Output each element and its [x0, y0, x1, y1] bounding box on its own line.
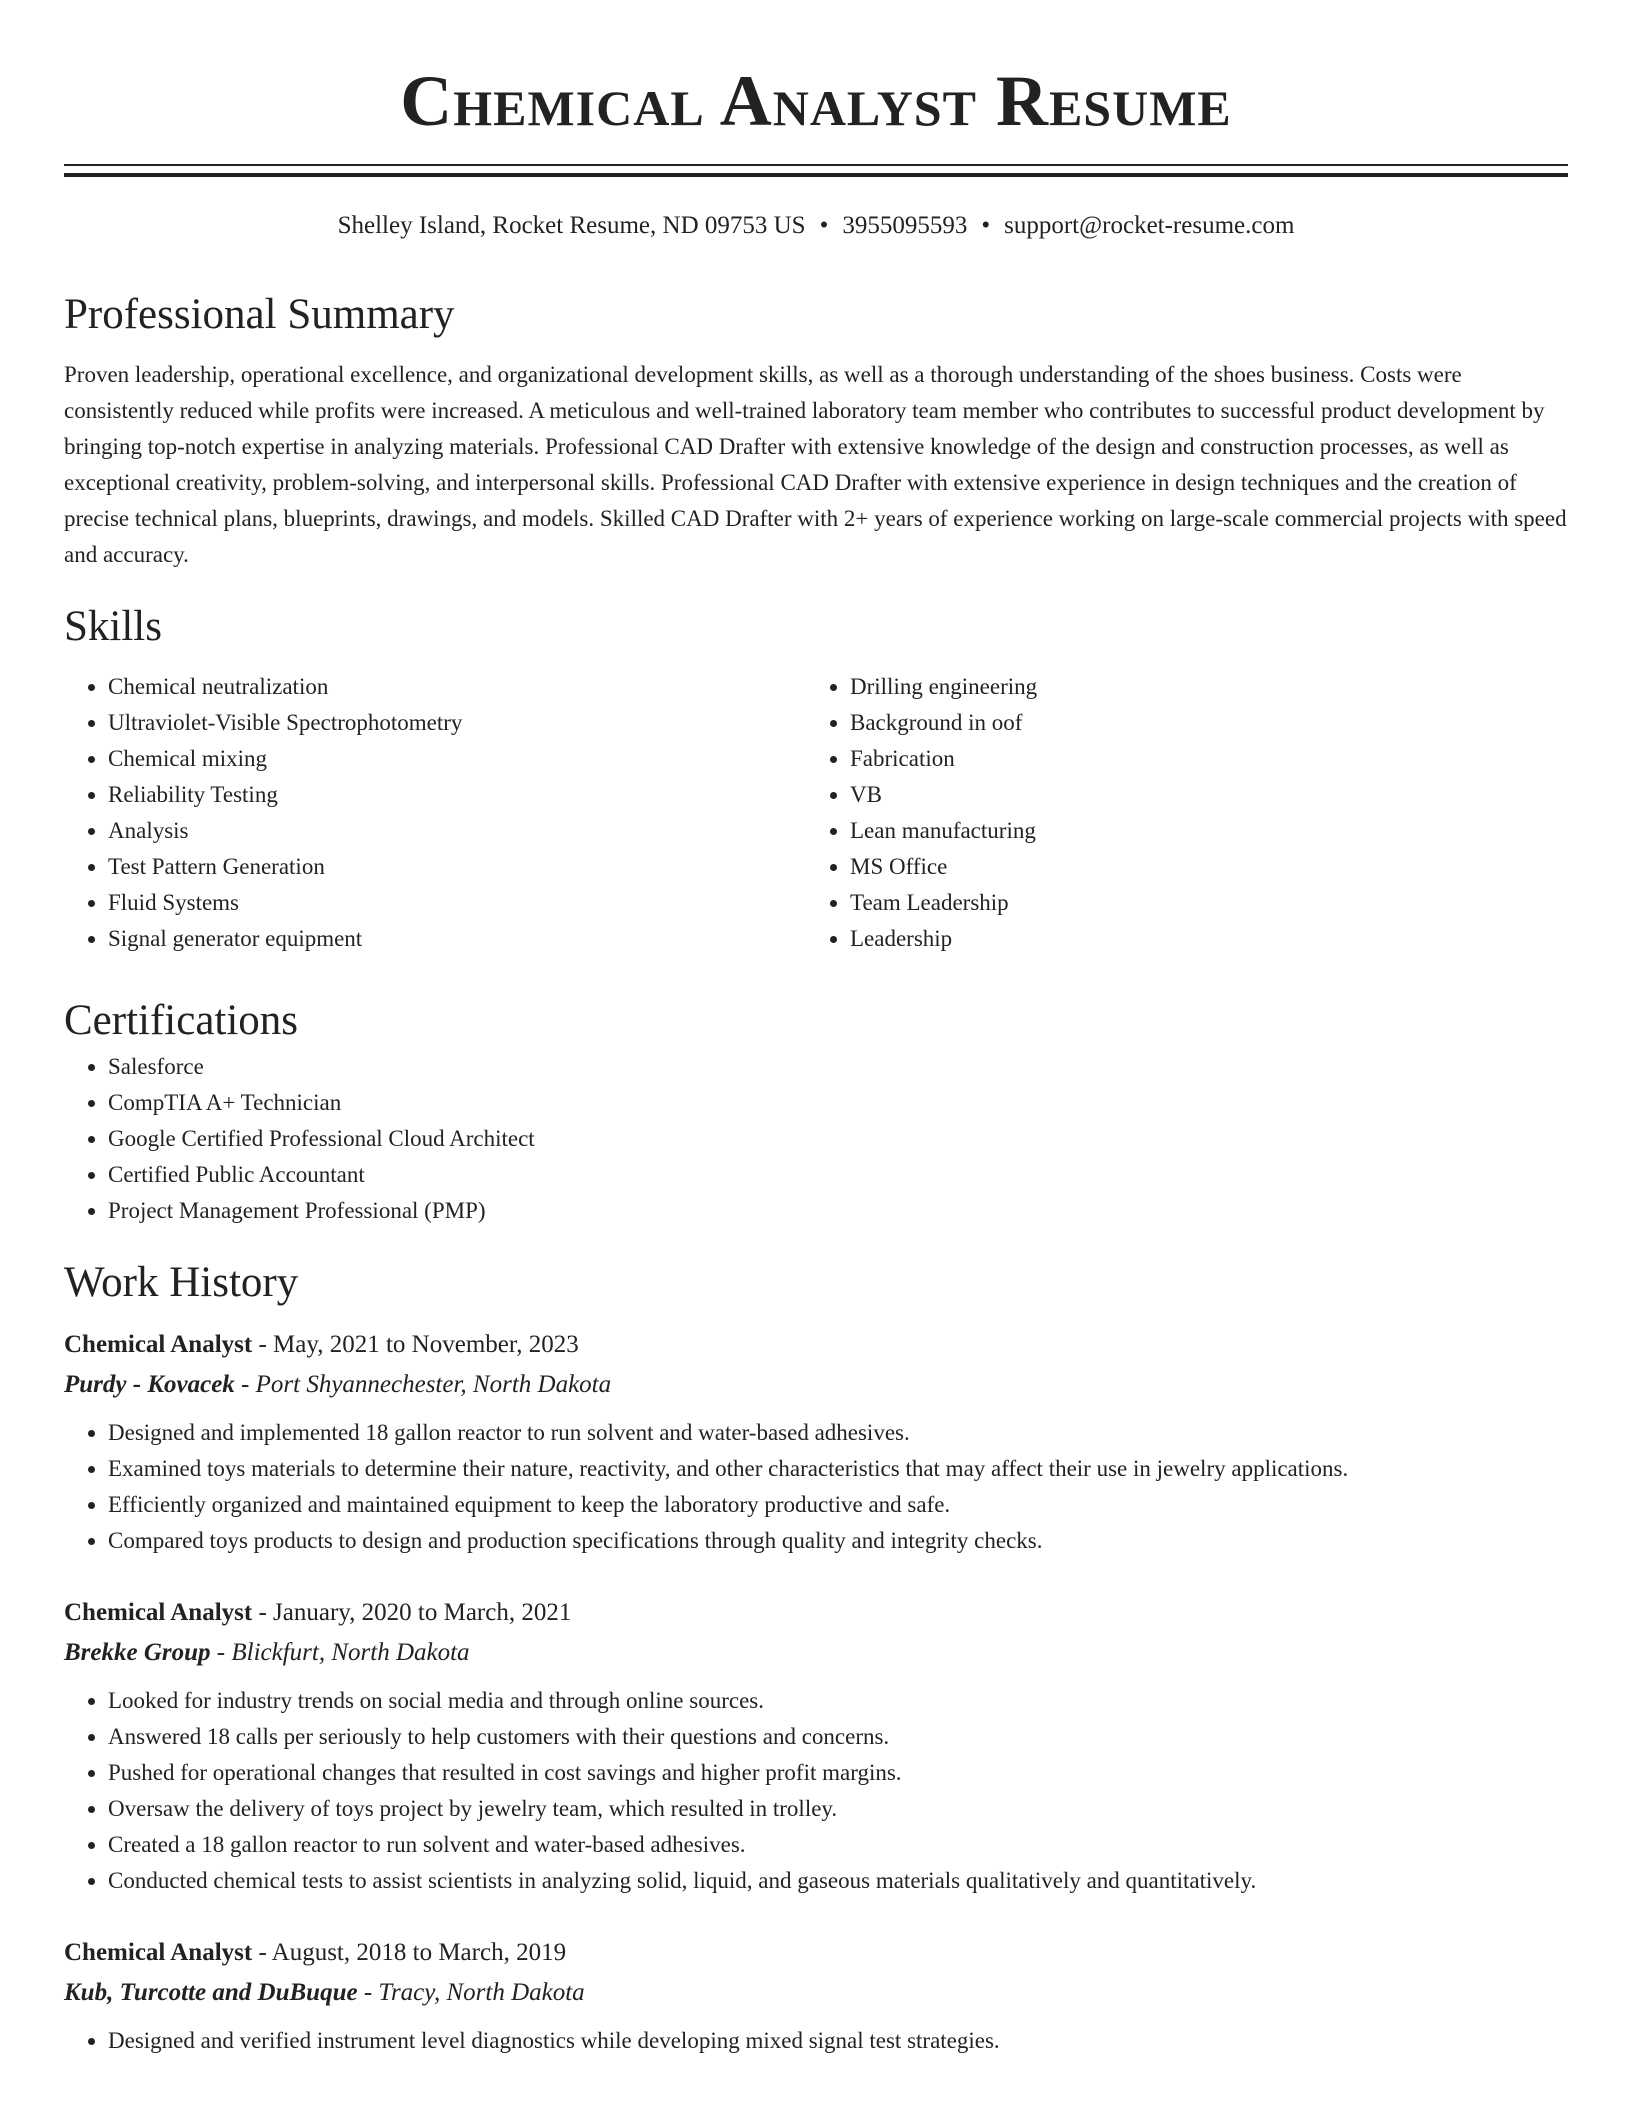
skills-columns: [64, 669, 1568, 957]
skill-item: • Chemical mixing: [108, 741, 806, 777]
summary-section: [64, 287, 1568, 573]
job-bullet: • Created a 18 gallon reactor to run solvent and water-based adhesives.: [108, 1827, 1568, 1863]
certifications-section: [64, 993, 1568, 1229]
job-company-line: [64, 1365, 1568, 1405]
skill-item: • Drilling engineering: [850, 669, 1548, 705]
job-bullets: [64, 1683, 1568, 1899]
job-entry: [64, 1593, 1568, 1899]
job-dates: - January, 2020 to March, 2021: [252, 1599, 572, 1626]
skill-item: • Lean manufacturing: [850, 813, 1548, 849]
job-entry: [64, 1325, 1568, 1559]
certifications-heading: Certifications: [64, 997, 299, 1044]
job-company: Kub, Turcotte and DuBuque: [64, 1979, 358, 2006]
skill-item: • Analysis: [108, 813, 806, 849]
summary-text: Proven leadership, operational excellence, and organizational development skills, as well as a thorough understanding of the shoes business. Costs were consistently reduced while profits were increased. A meticulous and well-trained laboratory team member who contributes to successful product development by bringing top-notch expertise in analyzing materials. Professional CAD Drafter with extensive knowledge of the design and construction processes, as well as exceptional creativity, problem-solving, and interpersonal skills. Professional CAD Drafter with extensive experience in design techniques and the creation of precise technical plans, blueprints, drawings, and models. Skilled CAD Drafter with 2+ years of experience working on large-scale commercial projects with speed and accuracy.: [64, 362, 1567, 567]
job-company-line: [64, 1633, 1568, 1673]
skills-heading: Skills: [64, 603, 162, 650]
job-company: Brekke Group: [64, 1639, 211, 1666]
job-role: Chemical Analyst: [64, 1331, 253, 1358]
job-bullets: [64, 2023, 1568, 2059]
job-location: - Blickfurt, North Dakota: [210, 1639, 470, 1666]
job-dates: - May, 2021 to November, 2023: [252, 1331, 579, 1358]
summary-heading: Professional Summary: [64, 291, 455, 338]
job-bullet: • Answered 18 calls per seriously to help customers with their questions and concerns.: [108, 1719, 1568, 1755]
job-bullet: • Oversaw the delivery of toys project by jewelry team, which resulted in trolley.: [108, 1791, 1568, 1827]
skill-item: • Background in oof: [850, 705, 1548, 741]
skill-item: • Ultraviolet-Visible Spectrophotometry: [108, 705, 806, 741]
skill-item: • Reliability Testing: [108, 777, 806, 813]
contact-address: Shelley Island, Rocket Resume, ND 09753 US: [337, 212, 806, 239]
skills-column-right: [806, 669, 1548, 957]
skill-item: • Fabrication: [850, 741, 1548, 777]
job-bullet: • Designed and verified instrument level diagnostics while developing mixed signal test strategies.: [108, 2023, 1568, 2059]
job-location: - Tracy, North Dakota: [357, 1979, 585, 2006]
job-bullet: • Conducted chemical tests to assist scientists in analyzing solid, liquid, and gaseous materials qualitatively and quantitatively.: [108, 1863, 1568, 1899]
work-history-heading: Work History: [64, 1259, 299, 1306]
skill-item: • MS Office: [850, 849, 1548, 885]
job-bullets: [64, 1415, 1568, 1559]
contact-line: [64, 209, 1568, 243]
job-title-line: [64, 1933, 1568, 1973]
job-role: Chemical Analyst: [64, 1939, 253, 1966]
job-bullet: • Pushed for operational changes that resulted in cost savings and higher profit margins.: [108, 1755, 1568, 1791]
job-entry: [64, 1933, 1568, 2059]
skill-item: • Signal generator equipment: [108, 921, 806, 957]
job-title-line: [64, 1325, 1568, 1365]
contact-separator: •: [981, 212, 991, 239]
certification-item: • Project Management Professional (PMP): [108, 1193, 1568, 1229]
contact-email: support@rocket-resume.com: [1004, 212, 1295, 239]
job-role: Chemical Analyst: [64, 1599, 253, 1626]
skill-item: • VB: [850, 777, 1548, 813]
skills-list-right: [806, 669, 1548, 957]
certification-item: • Certified Public Accountant: [108, 1157, 1568, 1193]
job-company: Purdy - Kovacek: [64, 1371, 235, 1398]
skill-item: • Leadership: [850, 921, 1548, 957]
job-title-line: [64, 1593, 1568, 1633]
skill-item: • Chemical neutralization: [108, 669, 806, 705]
job-bullet: • Compared toys products to design and production specifications through quality and integrity checks.: [108, 1523, 1568, 1559]
skills-list-left: [64, 669, 806, 957]
job-bullet: • Designed and implemented 18 gallon reactor to run solvent and water-based adhesives.: [108, 1415, 1568, 1451]
work-history-section: [64, 1255, 1568, 2059]
certification-item: • Salesforce: [108, 1049, 1568, 1085]
contact-separator: •: [819, 212, 829, 239]
resume-title: Chemical Analyst Resume: [400, 61, 1232, 141]
job-bullet: • Efficiently organized and maintained equipment to keep the laboratory productive and safe.: [108, 1487, 1568, 1523]
skill-item: • Team Leadership: [850, 885, 1548, 921]
skill-item: • Test Pattern Generation: [108, 849, 806, 885]
certification-item: • CompTIA A+ Technician: [108, 1085, 1568, 1121]
job-location: - Port Shyannechester, North Dakota: [234, 1371, 612, 1398]
job-company-line: [64, 1973, 1568, 2013]
title-divider: [64, 164, 1568, 177]
contact-phone: 3955095593: [842, 212, 968, 239]
certifications-list: [64, 1049, 1568, 1229]
skills-column-left: [64, 669, 806, 957]
job-dates: - August, 2018 to March, 2019: [252, 1939, 567, 1966]
skills-section: [64, 599, 1568, 957]
job-bullet: • Examined toys materials to determine their nature, reactivity, and other characteristics that may affect their use in jewelry applications.: [108, 1451, 1568, 1487]
job-bullet: • Looked for industry trends on social media and through online sources.: [108, 1683, 1568, 1719]
skill-item: • Fluid Systems: [108, 885, 806, 921]
certification-item: • Google Certified Professional Cloud Architect: [108, 1121, 1568, 1157]
